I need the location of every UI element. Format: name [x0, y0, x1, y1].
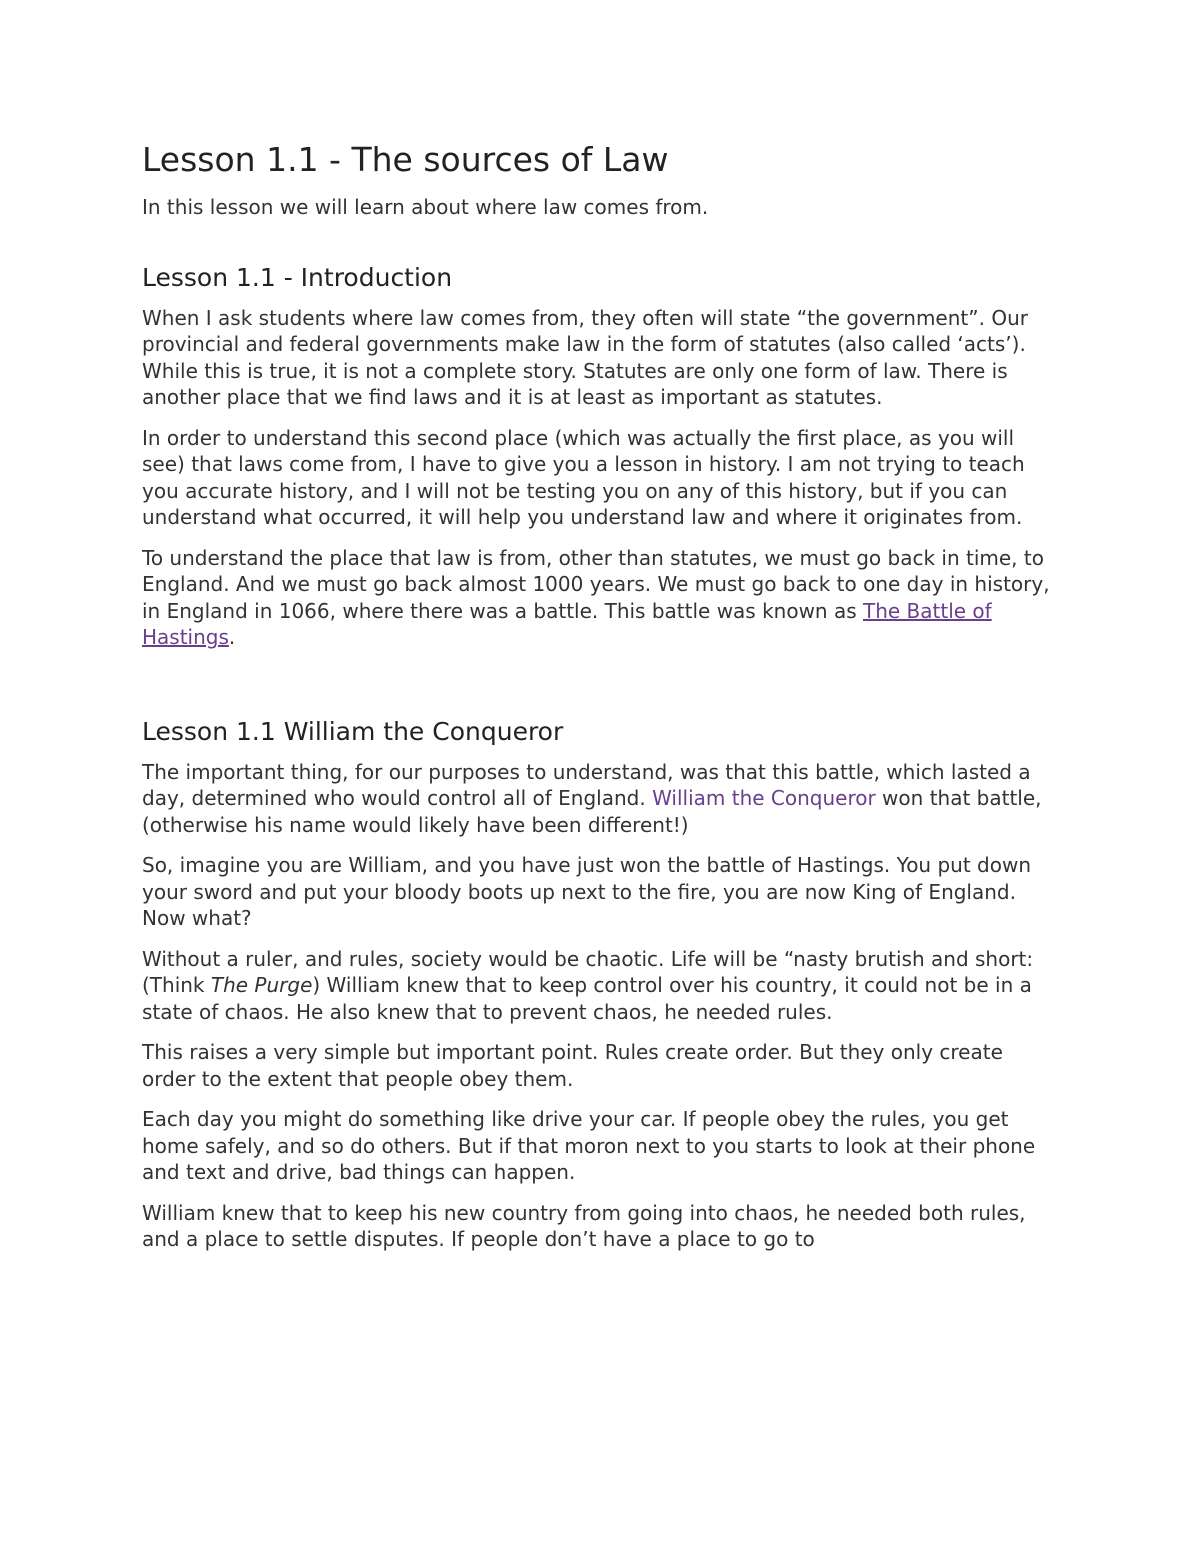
william-the-conqueror-link[interactable]: William the Conqueror: [652, 786, 876, 810]
william-paragraph-1: [142, 759, 1062, 839]
william-paragraph-3-text: Without a ruler, and rules, society would be chaotic. Life will be “nasty brutish and short: (Think: [142, 946, 1034, 997]
lesson-summary: In this lesson we will learn about where law comes from.: [142, 195, 709, 219]
section-spacer: [142, 665, 1062, 716]
william-paragraph-3-end: ) William knew that to keep control over his country, it could not be in a state of chaos. He also knew that to prevent chaos, he needed rules.: [142, 973, 1032, 1024]
intro-paragraph-1: When I ask students where law comes from, they often will state “the government”. Our provincial and federal governments make law in the form of statutes (also called ‘acts’). While this is true, it is not a complete story. Statutes are only one form of law. There is another place that we find laws and it is at least as important as statutes.: [142, 305, 1028, 409]
william-paragraph-5: Each day you might do something like drive your car. If people obey the rules, you get home safely, and so do others. But if that moron next to you starts to look at their phone and text and drive, bad things can happen.: [142, 1107, 1036, 1184]
intro-paragraph-3-text: To understand the place that law is from, other than statutes, we must go back in time, to England. And we must go back almost 1000 years. We must go back to one day in history, in England in 1066, where there was a battle. This battle was known as: [142, 545, 1050, 623]
the-purge-title: The Purge: [210, 973, 313, 997]
battle-of-hastings-link[interactable]: The Battle of Hastings: [142, 598, 992, 649]
intro-paragraph-3-end: .: [228, 625, 236, 649]
william-paragraph-1-text: The important thing, for our purposes to understand, was that this battle, which lasted a day, determined who would control all of England.: [142, 759, 1031, 810]
william-paragraph-4: This raises a very simple but important point. Rules create order. But they only create order to the extent that people obey them.: [142, 1040, 1003, 1091]
page-title: Lesson 1.1 - The sources of Law: [142, 140, 669, 179]
intro-paragraph-2: In order to understand this second place (which was actually the first place, as you will see) that laws come from, I have to give you a lesson in history. I am not trying to teach you accurate history, and I will not be testing you on any of this history, but if you can understand what occurred, it will help you understand law and where it originates from.: [142, 425, 1025, 529]
intro-paragraph-3: [142, 545, 1062, 651]
document-body: [142, 138, 1062, 1267]
william-paragraph-1-end: won that battle, (otherwise his name would likely have been different!): [142, 786, 1042, 837]
section-heading-william: Lesson 1.1 William the Conqueror: [142, 716, 564, 746]
william-paragraph-2: So, imagine you are William, and you have just won the battle of Hastings. You put down your sword and put your bloody boots up next to the fire, you are now King of England. Now what?: [142, 853, 1032, 930]
william-paragraph-3: [142, 946, 1062, 1026]
william-paragraph-6: William knew that to keep his new country from going into chaos, he needed both rules, and a place to settle disputes. If people don’t have a place to go to: [142, 1200, 1026, 1251]
section-heading-introduction: Lesson 1.1 - Introduction: [142, 262, 453, 292]
